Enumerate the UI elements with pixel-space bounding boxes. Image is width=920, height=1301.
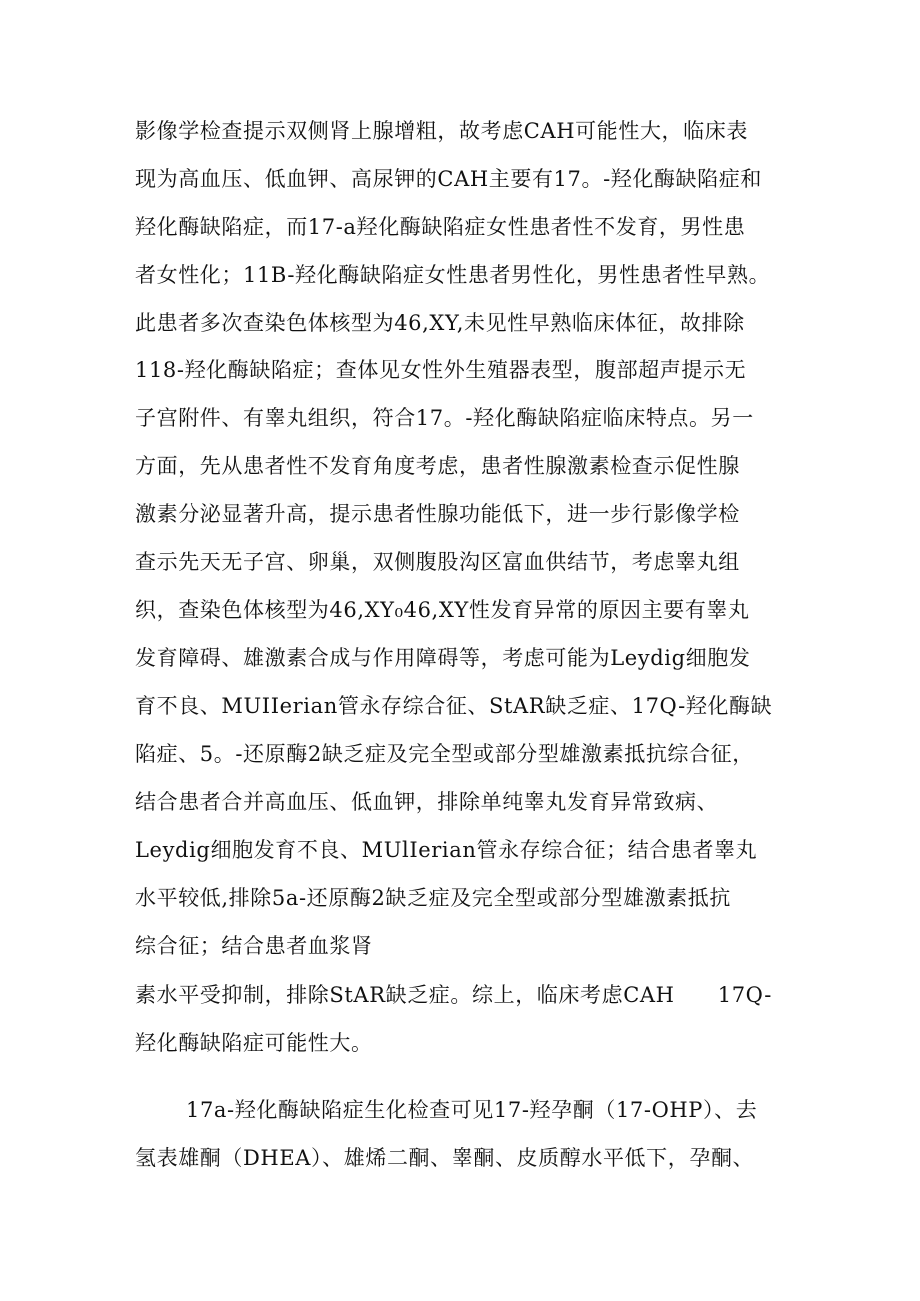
text-line: 者女性化；11B-羟化酶缺陷症女性患者男性化，男性患者性早熟。 [135,263,771,287]
text-line: 此患者多次查染色体核型为46,XY,未见性早熟临床体征，故排除 [135,311,745,335]
text-line: 118-羟化酶缺陷症；查体见女性外生殖器表型，腹部超声提示无 [135,358,747,382]
text-line: 素水平受抑制，排除StAR缺乏症。综上，临床考虑CAH 17Q- [135,983,772,1007]
text-line: 织，查染色体核型为46,XY₀46,XY性发育异常的原因主要有睾丸 [135,598,750,622]
text-line: 激素分泌显著升高，提示患者性腺功能低下，进一步行影像学检 [135,502,740,526]
text-line: 子宫附件、有睾丸组织，符合17。-羟化酶缺陷症临床特点。另一 [135,406,754,430]
text-line: 综合征；结合患者血浆肾 [135,934,373,958]
text-line: 影像学检查提示双侧肾上腺增粗，故考虑CAH可能性大，临床表 [135,119,748,143]
text-line: 查示先天无子宫、卵巢，双侧腹股沟区富血供结节，考虑睾丸组 [135,550,740,574]
paragraph-first-line: 17a-羟化酶缺陷症生化检查可见17-羟孕酮（17-OHP）、去 [186,1098,758,1122]
text-line: 发育障碍、雄激素合成与作用障碍等，考虑可能为Leydig细胞发 [135,646,751,670]
text-line: 现为高血压、低血钾、高尿钾的CAH主要有17。-羟化酶缺陷症和 [135,167,762,191]
text-line: 育不良、MUIIerian管永存综合征、StAR缺乏症、17Q-羟化酶缺 [135,694,773,718]
text-line: 方面，先从患者性不发育角度考虑，患者性腺激素检查示促性腺 [135,454,740,478]
text-line: 羟化酶缺陷症，而17-a羟化酶缺陷症女性患者性不发育，男性患 [135,215,746,239]
text-line: 陷症、5。-还原酶2缺乏症及完全型或部分型雄激素抵抗综合征， [135,742,754,766]
text-line: Leydig细胞发育不良、MUlIerian管永存综合征；结合患者睾丸 [135,838,758,862]
text-line: 氢表雄酮（DHEA）、雄烯二酮、睾酮、皮质醇水平低下，孕酮、 [135,1146,755,1170]
text-line: 水平较低,排除5a-还原酶2缺乏症及完全型或部分型雄激素抵抗 [135,886,732,910]
text-line: 羟化酶缺陷症可能性大。 [135,1031,373,1055]
text-line: 结合患者合并高血压、低血钾，排除单纯睾丸发育异常致病、 [135,790,719,814]
